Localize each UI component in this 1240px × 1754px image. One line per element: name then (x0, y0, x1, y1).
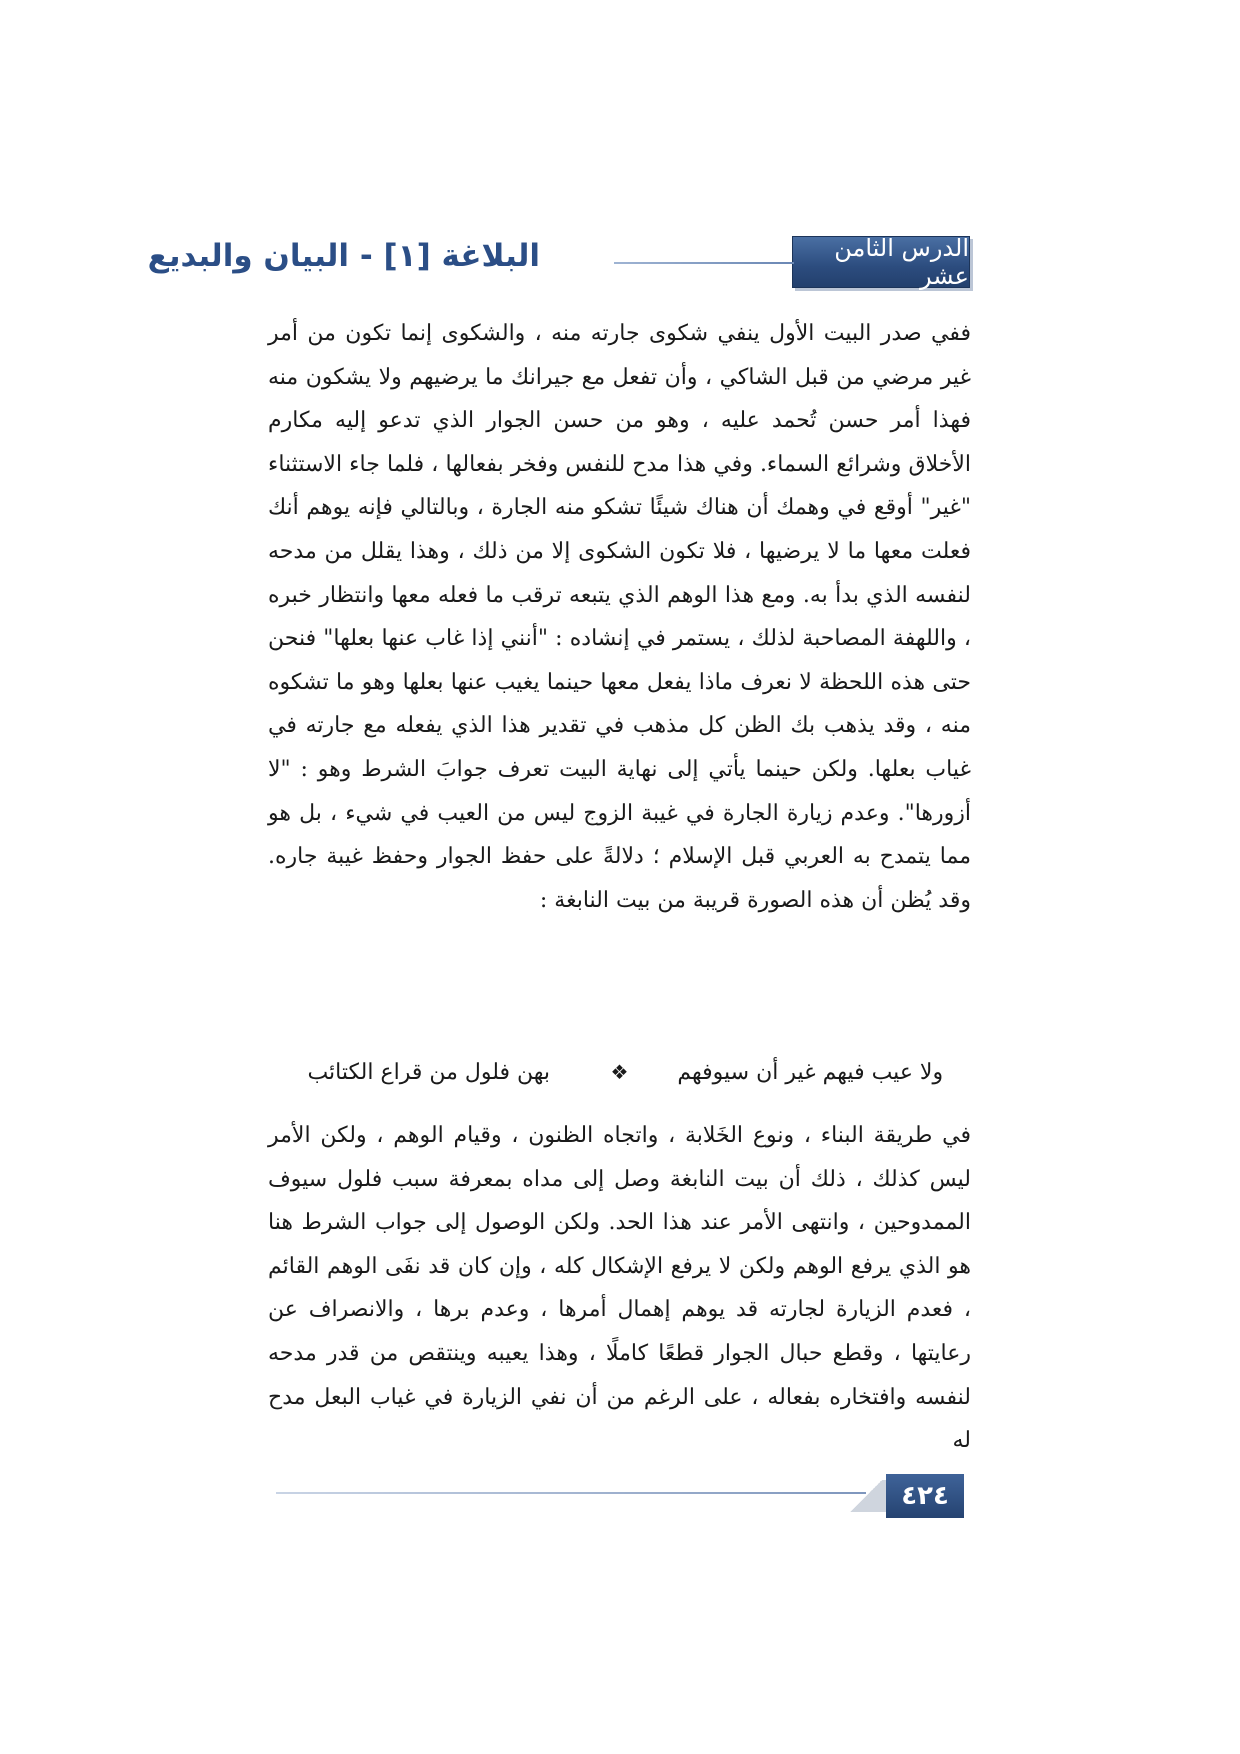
page-number: ٤٢٤ (886, 1474, 964, 1518)
paragraph-2-text: في طريقة البناء ، ونوع الخَلابة ، واتجاه الظنون ، وقيام الوهم ، ولكن الأمر ليس كذلك ، ذلك أن بيت النابغة وصل إلى مداه بمعرفة سبب فلول سيوف الممدوحين ، وانتهى الأمر عند هذا الحد. ولكن الوصول إلى جواب الشرط هنا هو الذي يرفع الوهم ولكن لا يرفع الإشكال كله ، وإن كان قد نفَى الوهم القائم ، فعدم الزيارة لجارته قد يوهم إهمال أمرها ، وعدم برها ، والانصراف عن رعايتها ، وقطع حبال الجوار قطعًا كاملًا ، وهذا يعيبه وينتقص من قدر مدحه لنفسه وافتخاره بفعاله ، على الرغم من أن نفي الزيارة في غياب البعل مدح له (268, 1123, 971, 1454)
paragraph-1 (268, 312, 971, 922)
footer-tab-shadow (846, 1480, 886, 1512)
header-divider (614, 262, 794, 264)
book-title: البلاغة [١] - البيان والبديع (147, 238, 540, 274)
poetry-verse (268, 1050, 971, 1094)
lesson-label: الدرس الثامن عشر (792, 236, 970, 288)
page-header (147, 234, 970, 290)
paragraph-1-text: ففي صدر البيت الأول ينفي شكوى جارته منه ، والشكوى إنما تكون من أمر غير مرضي من قبل الشاكي ، وأن تفعل مع جيرانك ما يرضيهم ولا يشكون منه فهذا أمر حسن تُحمد عليه ، وهو من حسن الجوار الذي تدعو إليه مكارم الأخلاق وشرائع السماء. وفي هذا مدح للنفس وفخر بفعالها ، فلما جاء الاستثناء "غير" أوقع في وهمك أن هناك شيئًا تشكو منه الجارة ، وبالتالي فإنه يوهم أنك فعلت معها ما لا يرضيها ، فلا تكون الشكوى إلا من ذلك ، وهذا يقلل من مدحه لنفسه الذي بدأ به. ومع هذا الوهم الذي يتبعه ترقب ما فعله معها وانتظار خبره ، واللهفة المصاحبة لذلك ، يستمر في إنشاده : "أنني إذا غاب عنها بعلها" فنحن حتى هذه اللحظة لا نعرف ماذا يفعل معها حينما يغيب عنها بعلها وهو ما تشكوه منه ، وقد يذهب بك الظن كل مذهب في تقدير هذا الذي يفعله مع جارته في غياب بعلها. ولكن حينما يأتي إلى نهاية البيت تعرف جوابَ الشرط وهو : "لا أزورها". وعدم زيارة الجارة في غيبة الزوج ليس من العيب في شيء ، بل هو مما يتمدح به العربي قبل الإسلام ؛ دلالةً على حفظ الجوار وحفظ غيبة جاره. وقد يُظن أن هذه الصورة قريبة من بيت النابغة : (268, 321, 971, 913)
verse-second-half: بهن فلول من قراع الكتائب (307, 1059, 551, 1085)
footer-divider (276, 1492, 866, 1494)
verse-separator-icon: ❖ (610, 1060, 629, 1084)
verse-first-half: ولا عيب فيهم غير أن سيوفهم (677, 1059, 944, 1085)
paragraph-2 (268, 1092, 971, 1485)
